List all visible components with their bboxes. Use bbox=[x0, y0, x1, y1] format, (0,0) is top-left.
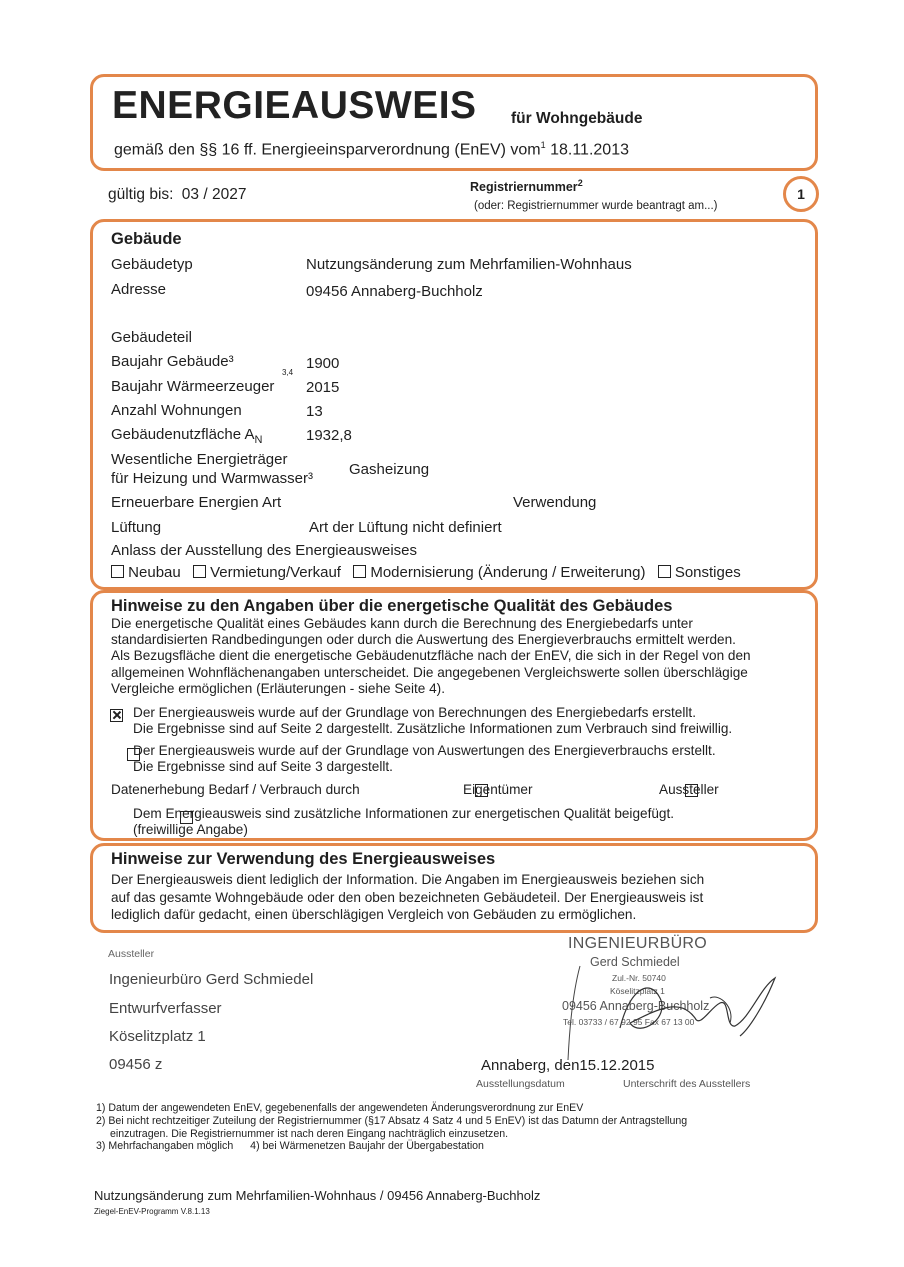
apartments-value: 13 bbox=[306, 403, 323, 420]
regulation-line bbox=[114, 140, 629, 159]
issuer-name: Ingenieurbüro Gerd Schmiedel bbox=[109, 971, 314, 988]
usable-area-label: Gebäudenutzfläche $A_N$ bbox=[111, 426, 263, 446]
quality-intro: Die energetische Qualität eines Gebäudes kann durch die Berechnung des Energiebedarfs unter standardisierten Randbedingungen oder durch die Auswertung des Energieverbrauchs ermittelt werden. Als Bezugsfläche dient die energetische Gebäudenutzfläche nach der EnEV, die sich in der Regel von den allgemeinen Wohnflächenangaben unterscheidet. Die angegebenen Vergleichswerte sollen überschlägige Vergleiche ermöglichen (Erläuterungen - siehe Seite 4). bbox=[111, 616, 751, 696]
footnote-ref: 1 bbox=[540, 140, 546, 150]
apartments-label: Anzahl Wohnungen bbox=[111, 402, 242, 419]
regulation-text: gemäß den §§ 16 ff. Energieeinsparverordnung (EnEV) vom bbox=[114, 141, 541, 159]
reason-other[interactable]: Sonstiges bbox=[658, 564, 741, 581]
footnote-2-cont: einzutragen. Die Registriernummer ist nach deren Eingang nachträglich einzusetzen. bbox=[110, 1127, 509, 1140]
owner-label: Eigentümer bbox=[463, 782, 533, 797]
page-number-badge: 1 bbox=[783, 176, 819, 212]
construction-year-value: 1900 bbox=[306, 355, 340, 372]
issuer-label: Aussteller bbox=[108, 948, 155, 960]
construction-year-label: Baujahr Gebäude³ bbox=[111, 353, 234, 370]
building-type-label: Gebäudetyp bbox=[111, 256, 193, 273]
valid-until-value: 03 / 2027 bbox=[181, 186, 247, 203]
reason-checkbox[interactable] bbox=[193, 565, 206, 578]
demand-basis-option: Der Energieausweis wurde auf der Grundlage von Berechnungen des Energiebedarfs erstellt. Die Ergebnisse sind auf Seite 2 dargestellt. Zusätzliche Informationen zum Verbrauch sind freiwillig. bbox=[133, 705, 733, 737]
energy-carrier-label-2: für Heizung und Warmwasser³ bbox=[111, 470, 314, 487]
reason-checkbox[interactable] bbox=[658, 565, 671, 578]
renewable-energy-label: Erneuerbare Energien Art bbox=[111, 494, 282, 511]
consumption-basis-option: Der Energieausweis wurde auf der Grundlage von Auswertungen des Energieverbrauchs erstellt. Die Ergebnisse sind auf Seite 3 dargestellt. bbox=[133, 743, 716, 775]
ventilation-label: Lüftung bbox=[111, 519, 162, 536]
footer-program: Ziegel-EnEV-Programm V.8.1.13 bbox=[94, 1207, 210, 1216]
footnote-3-4: 3) Mehrfachangaben möglich 4) bei Wärmenetzen Baujahr der Übergabestation bbox=[96, 1140, 484, 1153]
quality-section-title: Hinweise zu den Angaben über die energetische Qualität des Gebäudes bbox=[111, 597, 673, 615]
issuer-street: Köselitzplatz 1 bbox=[109, 1028, 206, 1045]
building-section-title: Gebäude bbox=[111, 230, 182, 248]
footer-text: Nutzungsänderung zum Mehrfamilien-Wohnhaus / 09456 Annaberg-Buchholz bbox=[94, 1188, 541, 1203]
company-stamp: INGENIEURBÜRO Gerd Schmiedel Zul.-Nr. 50740 Köselitzplatz 1 09456 Annaberg-Buchholz Tel. 03733 / 67 92 95 Fax 67 13 00 bbox=[562, 935, 710, 1027]
usage-section-title: Hinweise zur Verwendung des Energieausweises bbox=[111, 850, 496, 868]
building-type-value: Nutzungsänderung zum Mehrfamilien-Wohnhaus bbox=[306, 256, 632, 273]
registration-note: (oder: Registriernummer wurde beantragt am...) bbox=[474, 200, 718, 212]
valid-until-label: gültig bis: bbox=[108, 186, 174, 203]
heater-year-footnote: 3,4 bbox=[282, 368, 294, 377]
valid-until bbox=[108, 186, 246, 204]
energy-carrier-value: Gasheizung bbox=[349, 461, 430, 478]
additional-info-option: Dem Energieausweis sind zusätzliche Informationen zur energetischen Qualität beigefügt. (freiwillige Angabe) bbox=[133, 806, 675, 838]
reason-new-building[interactable]: Neubau bbox=[111, 564, 181, 581]
issuer-role: Entwurfverfasser bbox=[109, 1000, 222, 1017]
footnote-2: 2) Bei nicht rechtzeitiger Zuteilung der Registriernummer (§17 Absatz 4 Satz 4 und 5 EnEV) ist das Datumn der Antragstellung bbox=[96, 1114, 688, 1127]
header-box bbox=[90, 74, 818, 171]
ventilation-value: Art der Lüftung nicht definiert bbox=[309, 519, 502, 536]
registration-number-label: Registriernummer$^2$ bbox=[470, 178, 583, 195]
place-date: Annaberg, den15.12.2015 bbox=[481, 1057, 655, 1074]
building-part-label: Gebäudeteil bbox=[111, 329, 192, 346]
issuer-checkbox-label: Aussteller bbox=[659, 782, 719, 797]
usable-area-value: 1932,8 bbox=[306, 427, 352, 444]
signature bbox=[560, 948, 790, 1063]
demand-basis-checkbox[interactable] bbox=[110, 709, 123, 722]
reason-checkbox[interactable] bbox=[353, 565, 366, 578]
address-value: 09456 Annaberg-Buchholz bbox=[306, 283, 483, 300]
data-collection-label: Datenerhebung Bedarf / Verbrauch durch bbox=[111, 782, 360, 797]
signature-label: Unterschrift des Ausstellers bbox=[623, 1078, 751, 1090]
renewable-usage-label: Verwendung bbox=[513, 494, 597, 511]
usage-text: Der Energieausweis dient lediglich der Information. Die Angaben im Energieausweis beziehen sich auf das gesamte Wohngebäude oder den oben bezeichneten Gebäudeteil. Der Energieausweis ist lediglich dafür gedacht, einen überschlägigen Vergleich von Gebäuden zu ermöglichen. bbox=[111, 872, 705, 922]
issue-date-label: Ausstellungsdatum bbox=[476, 1078, 565, 1090]
footnotes bbox=[96, 1102, 687, 1153]
heater-year-label: Baujahr Wärmeerzeuger bbox=[111, 378, 275, 395]
heater-year-value: 2015 bbox=[306, 379, 340, 396]
document-subtitle: für Wohngebäude bbox=[511, 110, 643, 127]
reason-rent-sale[interactable]: Vermietung/Verkauf bbox=[193, 564, 341, 581]
reason-checkbox[interactable] bbox=[111, 565, 124, 578]
regulation-date: 18.11.2013 bbox=[550, 141, 629, 159]
issuer-city: 09456 z bbox=[109, 1056, 163, 1073]
document-title: ENERGIEAUSWEIS bbox=[112, 84, 477, 127]
address-label: Adresse bbox=[111, 281, 167, 298]
issuance-reason-options bbox=[111, 564, 741, 581]
reason-modernisation[interactable]: Modernisierung (Änderung / Erweiterung) bbox=[353, 564, 645, 581]
footnote-1: 1) Datum der angewendeten EnEV, gegebenenfalls der angewendeten Änderungsverordnung zur EnEV bbox=[96, 1102, 584, 1114]
energy-carrier-label-1: Wesentliche Energieträger bbox=[111, 451, 288, 468]
issuance-reason-label: Anlass der Ausstellung des Energieausweises bbox=[111, 542, 418, 559]
